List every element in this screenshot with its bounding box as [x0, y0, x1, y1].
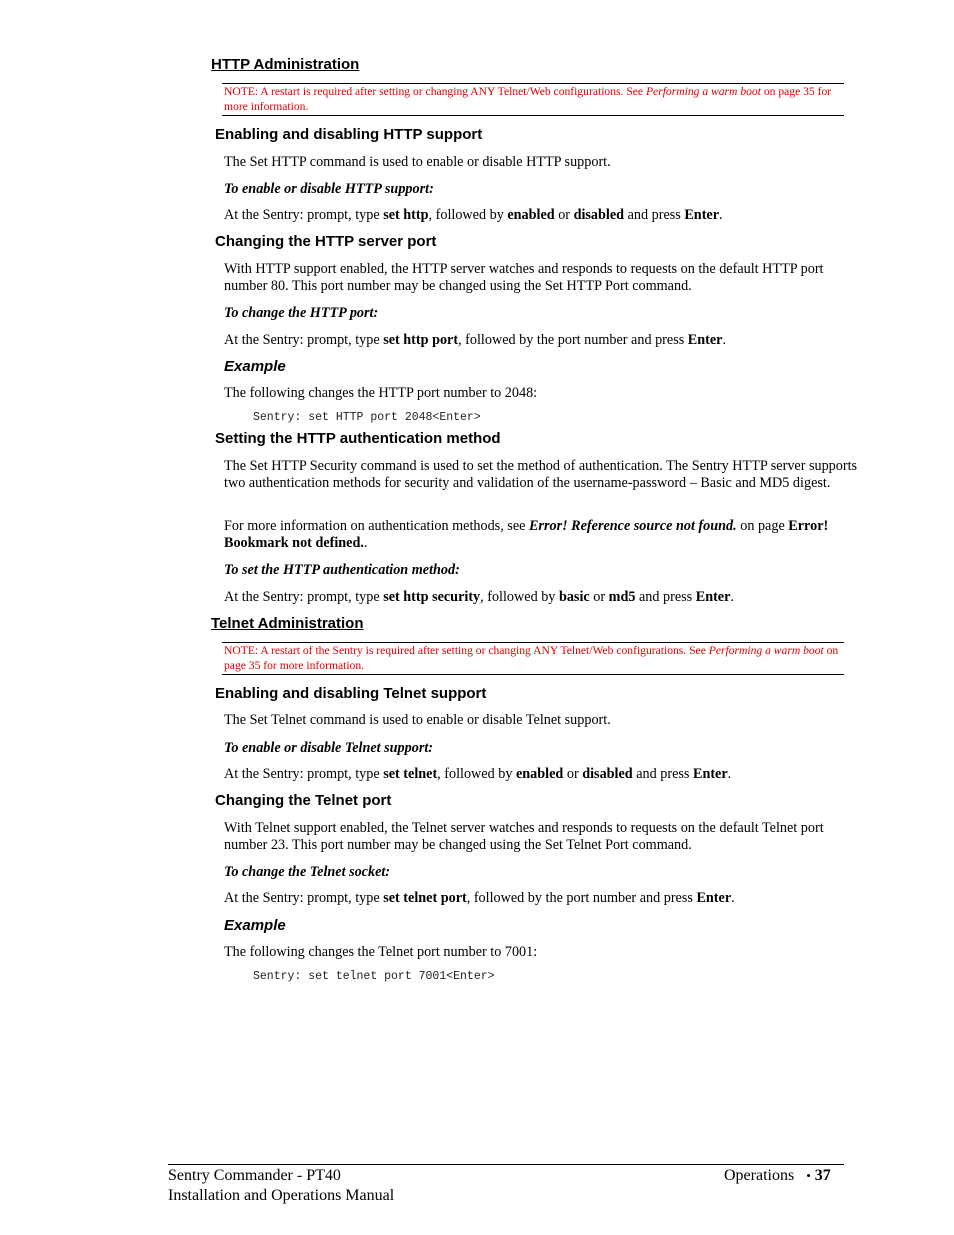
- footer-product: Sentry Commander - PT40: [168, 1167, 341, 1184]
- procedure-step: At the Sentry: prompt, type set http security, followed by basic or md5 and press Enter.: [224, 589, 734, 605]
- procedure-title: To change the Telnet socket:: [224, 864, 391, 880]
- footer-rule: [168, 1164, 844, 1165]
- code-sample: Sentry: set telnet port 7001<Enter>: [253, 970, 495, 983]
- code-sample: Sentry: set HTTP port 2048<Enter>: [253, 411, 481, 424]
- footer-manual: Installation and Operations Manual: [168, 1187, 395, 1204]
- cross-reference-error[interactable]: Error! Reference source not found.: [528, 518, 737, 534]
- footer-page-number: 37: [814, 1167, 831, 1184]
- paragraph: The following changes the Telnet port number to 7001:: [224, 944, 538, 960]
- footer-section: Operations: [724, 1167, 795, 1184]
- procedure-step: At the Sentry: prompt, type set http port, followed by the port number and press Enter.: [224, 332, 727, 348]
- procedure-step: At the Sentry: prompt, type set telnet, followed by enabled or disabled and press Enter.: [224, 766, 732, 782]
- procedure-title: To set the HTTP authentication method:: [224, 562, 460, 578]
- paragraph: The Set HTTP Security command is used to set the method of authentication. The Sentry HTTP server supports two authentication methods for security and validation of the username-password – Basic and MD5 digest.: [224, 458, 858, 491]
- note-http-restart: NOTE: A restart is required after setting or changing ANY Telnet/Web configurations. See Performing a warm boot on page 35 for more information.: [222, 83, 844, 116]
- procedure-title: To enable or disable HTTP support:: [224, 181, 434, 197]
- subheading-telnet-port: Changing the Telnet port: [215, 792, 392, 809]
- note-link-warm-boot[interactable]: Performing a warm boot: [645, 85, 761, 98]
- paragraph: The Set HTTP command is used to enable or disable HTTP support.: [224, 154, 611, 170]
- note-telnet-restart: NOTE: A restart of the Sentry is required after setting or changing ANY Telnet/Web configurations. See Performing a warm boot on page 35 for more information.: [222, 642, 844, 675]
- footer-page-info: [724, 1167, 831, 1185]
- subheading-http-auth: Setting the HTTP authentication method: [215, 430, 501, 447]
- subheading-enable-http: Enabling and disabling HTTP support: [215, 126, 483, 143]
- procedure-step: At the Sentry: prompt, type set telnet port, followed by the port number and press Enter.: [224, 890, 735, 906]
- paragraph: The following changes the HTTP port number to 2048:: [224, 385, 538, 401]
- procedure-step: At the Sentry: prompt, type set http, followed by enabled or disabled and press Enter.: [224, 207, 723, 223]
- paragraph: The Set Telnet command is used to enable or disable Telnet support.: [224, 712, 611, 728]
- paragraph: With Telnet support enabled, the Telnet server watches and responds to requests on the default Telnet port number 23. This port number may be changed using the Set Telnet Port command.: [224, 820, 824, 853]
- paragraph: With HTTP support enabled, the HTTP server watches and responds to requests on the default HTTP port number 80. This port number may be changed using the Set HTTP Port command.: [224, 261, 824, 294]
- subheading-enable-telnet: Enabling and disabling Telnet support: [215, 685, 487, 702]
- procedure-title: To change the HTTP port:: [224, 305, 379, 321]
- bullet-icon: •: [806, 1168, 811, 1183]
- procedure-title: To enable or disable Telnet support:: [224, 740, 434, 756]
- example-label: Example: [224, 917, 286, 934]
- example-label: Example: [224, 358, 286, 375]
- subheading-http-port: Changing the HTTP server port: [215, 233, 437, 250]
- section-heading-http: HTTP Administration: [211, 56, 360, 73]
- paragraph: For more information on authentication methods, see Error! Reference source not found. on page Error! Bookmark not defined..: [224, 518, 829, 551]
- note-link-warm-boot[interactable]: Performing a warm boot: [708, 644, 824, 657]
- section-heading-telnet: Telnet Administration: [211, 615, 364, 632]
